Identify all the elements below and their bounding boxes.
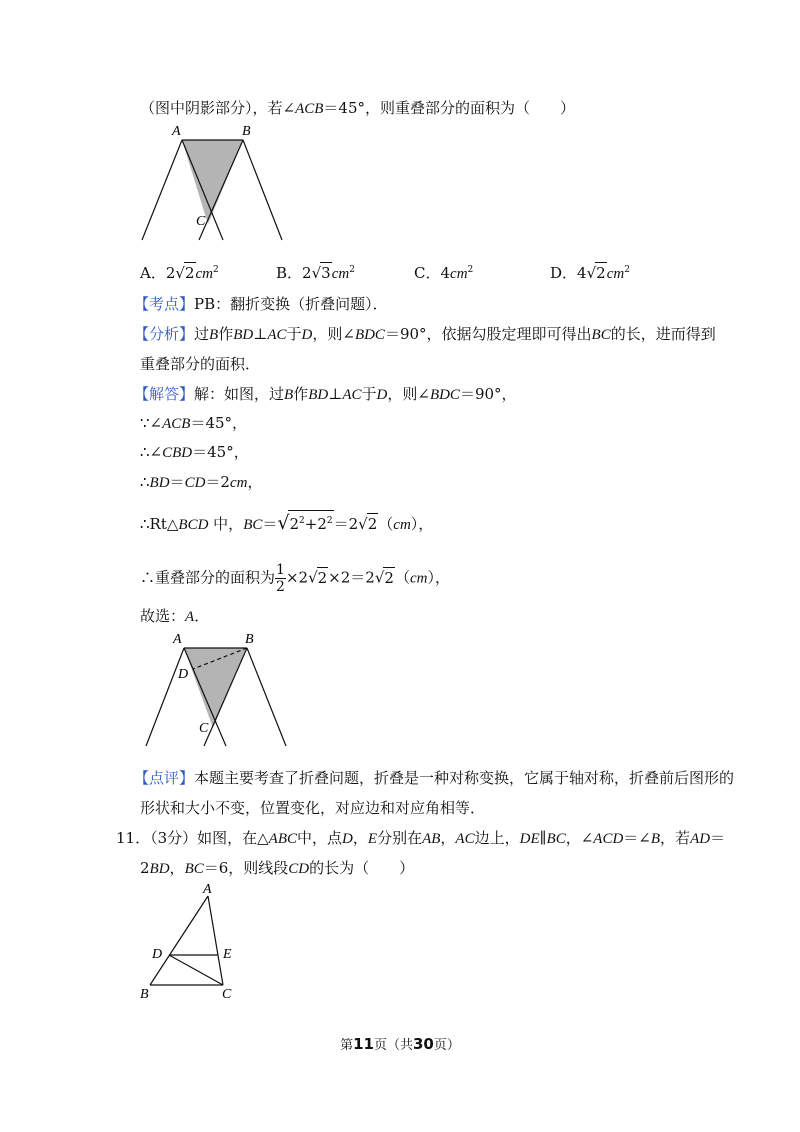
page-footer: 第11页（共30页）	[340, 1035, 460, 1053]
q11-line-2: 2BD，BC＝6，则线段CD的长为（ ）	[140, 859, 415, 877]
kaodian-tag: 【考点】	[134, 295, 195, 313]
q11-figure	[130, 882, 250, 1002]
label-b: B	[242, 124, 251, 139]
q10-stem: （图中阴影部分），若∠ACB＝45°，则重叠部分的面积为（ ）	[140, 99, 576, 117]
label-c: C	[199, 721, 209, 736]
label-c: C	[196, 214, 206, 229]
fenxi-tag: 【分析】	[134, 325, 195, 343]
page-number: 11	[353, 1035, 374, 1053]
label-a: A	[203, 882, 212, 897]
right-strip-edge	[243, 140, 282, 240]
step-1: ∵∠ACB＝45°，	[140, 414, 248, 432]
segment-cd	[169, 955, 223, 985]
step-4: ∴Rt△BCD 中，$BC=√2^2+2^2=2√2(cm)$，	[140, 512, 434, 534]
fenxi-line-1: 【分析】过B作BD⊥AC于D，则∠BDC＝90°，依据勾股定理即可得出BC的长，进而得到	[134, 325, 716, 343]
jieda-tag: 【解答】	[134, 385, 195, 403]
q11-line-1: 11．（3分）如图，在△ABC中，点D，E分别在AB，AC边上，DE∥BC，∠ACD＝∠B，若AD＝	[116, 829, 726, 847]
label-a: A	[173, 632, 182, 647]
label-b: B	[140, 987, 149, 1002]
left-strip-edge	[142, 140, 182, 240]
guxuan: 故选：A．	[140, 607, 210, 625]
step-3: ∴BD＝CD＝2cm，	[140, 473, 263, 491]
label-a: A	[172, 124, 181, 139]
label-d: D	[152, 947, 163, 962]
option-a: A．$2√2cm^2$	[140, 264, 219, 282]
label-d: D	[178, 667, 189, 682]
fenxi-line-2: 重叠部分的面积．	[140, 355, 261, 373]
dianping-line-1: 【点评】本题主要考查了折叠问题，折叠是一种对称变换，它属于轴对称，折叠前后图形的	[134, 769, 735, 787]
kaodian: 【考点】PB：翻折变换（折叠问题）．	[134, 295, 388, 313]
option-b: B．$2√3cm^2$	[276, 264, 355, 282]
dianping-tag: 【点评】	[134, 769, 195, 787]
step-5: ∴重叠部分的面积为 $\frac{1}{2}$ ×2√2×2＝2√2（cm），	[140, 562, 450, 595]
page-total: 30	[413, 1035, 434, 1053]
option-c: C．$4cm^2$	[414, 264, 474, 282]
label-b: B	[245, 632, 254, 647]
shaded-triangle	[182, 140, 243, 224]
label-c: C	[222, 987, 232, 1002]
step-2: ∴∠CBD＝45°，	[140, 443, 249, 461]
option-d: D．$4√2cm^2$	[550, 264, 630, 282]
shaded-triangle	[184, 648, 247, 728]
label-e: E	[223, 947, 232, 962]
jieda: 【解答】解：如图，过B作BD⊥AC于D，则∠BDC＝90°，	[134, 385, 517, 403]
q10-figure-1	[130, 120, 300, 245]
dianping-line-2: 形状和大小不变，位置变化，对应边和对应角相等．	[140, 799, 486, 817]
q10-figure-2	[136, 628, 306, 752]
